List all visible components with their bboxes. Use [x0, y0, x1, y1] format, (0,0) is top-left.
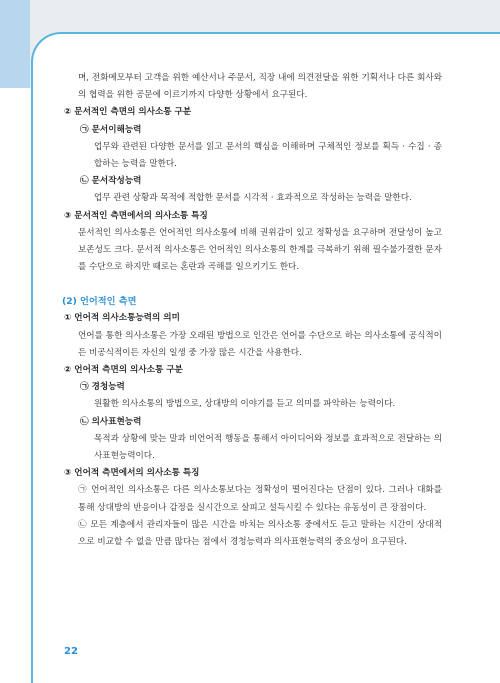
header-accent-bar [0, 0, 30, 88]
verbal-features-heading: ③ 언어적 측면에서의 의사소통 특징 [64, 468, 200, 479]
written-features-heading: ③ 문서적인 측면에서의 의사소통 특징 [64, 210, 208, 221]
writing-body: 업무 관련 상황과 목적에 적합한 문서를 시각적 · 효과적으로 작성하는 능력을 말한다. [94, 193, 412, 204]
listening-body: 원활한 의사소통의 방법으로, 상대방의 이야기를 듣고 의미를 파악하는 능력이다. [94, 399, 396, 410]
meaning-body: 언어를 통한 의사소통은 가장 오래된 방법으로 인간은 언어를 수단으로 하는 의사소통에 공식적이든 비공식적이든 자신의 일생 중 가장 많은 시간을 사용한다. [78, 330, 442, 358]
written-types-heading: ② 문서적인 측면의 의사소통 구분 [64, 107, 192, 118]
writing-heading: ㉡ 문서작성능력 [80, 176, 142, 187]
page-content [62, 70, 442, 551]
section-spacer [62, 276, 442, 293]
expression-body: 목적과 상황에 맞는 말과 비언어적 행동을 통해서 아이디어와 정보를 효과적으로 전달하는 의사표현능력이다. [94, 433, 442, 462]
comprehension-heading: ㉠ 문서이해능력 [80, 124, 142, 135]
verbal-feature-a: ㉠ 언어적인 의사소통은 다른 의사소통보다는 정확성이 떨어진다는 단점이 있다. 그러나 대화를 통해 상대방의 반응이나 감정을 실시간으로 살피고 설득시킬 수 있다는 유동성이 큰 장점이다. [78, 485, 442, 513]
section-title: (2) 언어적인 측면 [62, 296, 137, 308]
verbal-types-heading: ② 언어적 측면의 의사소통 구분 [64, 365, 183, 376]
page-number: 22 [64, 646, 78, 657]
verbal-feature-b: ㉡ 모든 계층에서 관리자들이 많은 시간을 바치는 의사소통 중에서도 듣고 말하는 시간이 상대적으로 비교할 수 없을 만큼 많다는 점에서 경청능력과 의사표현능력의 중요성이 요구된다. [78, 519, 442, 548]
comprehension-body: 업무와 관련된 다양한 문서를 읽고 문서의 핵심을 이해하며 구체적인 정보를 획득 · 수집 · 종합하는 능력을 말한다. [94, 141, 442, 170]
expression-heading: ㉡ 의사표현능력 [80, 416, 142, 427]
continuation-paragraph: 며, 전화메모부터 고객을 위한 예산서나 주문서, 직장 내에 의견전달을 위한 기획서나 다른 회사와의 협력을 위한 공문에 이르기까지 다양한 상황에서 요구된다. [78, 73, 442, 101]
written-features-body: 문서적인 의사소통은 언어적인 의사소통에 비해 권위감이 있고 정확성을 요구하며 전달성이 높고 보존성도 크다. 문서적 의사소통은 언어적인 의사소통의 한계를 극복하기 위해 필수불가결한 문자를 수단으로 하지만 때로는 혼란과 곡해를 일으키기도 한다. [78, 227, 442, 273]
meaning-heading: ① 언어적 의사소통능력의 의미 [64, 313, 180, 324]
listening-heading: ㉠ 경청능력 [80, 382, 125, 393]
